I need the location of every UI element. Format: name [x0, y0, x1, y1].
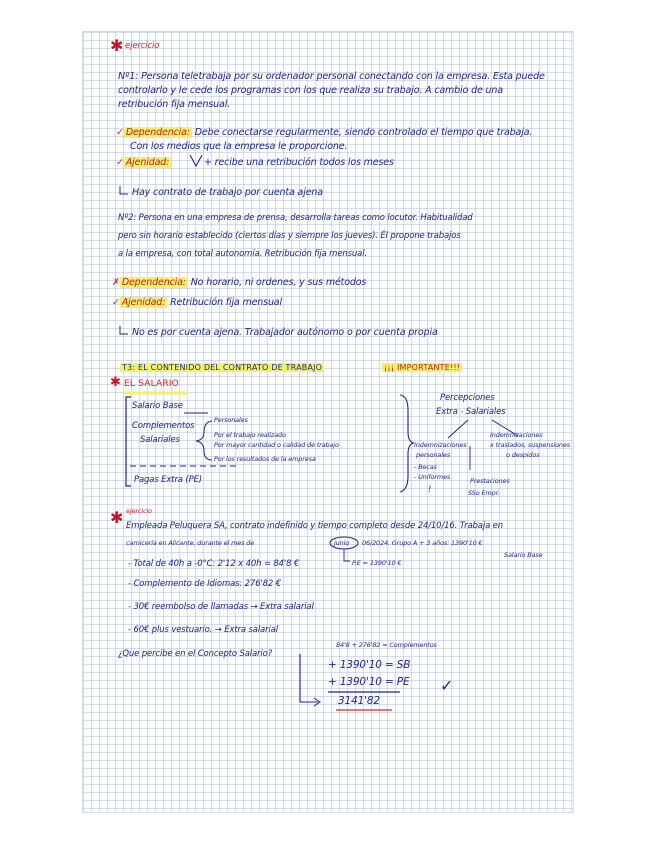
exclamation: ! [428, 485, 432, 495]
indem-personales-line1: Indemnizaciones [414, 441, 467, 449]
percepciones-line2: Extra - Salariales [436, 407, 506, 417]
comp-cantidad: Por mayor cantidad o calidad de trabajo [214, 441, 339, 449]
important-label: ¡¡¡ IMPORTANTE!!! [384, 363, 461, 372]
ex2-dependencia: ✗ Dependencia: No horario, ni ordenes, y sus métodos [112, 277, 367, 288]
salario-base: Salario Base [132, 401, 183, 411]
ex2-line3: a la empresa, con total autonomía. Retribución fija mensual. [118, 249, 367, 259]
indem-personales-line2: personales [416, 451, 450, 459]
ex3-junio: junio [334, 539, 350, 547]
checkmark-icon: ✓ [440, 676, 454, 695]
ex3-question: ¿Que percibe en el Concepto Salario? [118, 649, 273, 659]
calc-complementos: 84'8 + 276'82 = Complementos [336, 641, 437, 649]
ex2-line2: pero sin horario establecido (ciertos días y siempre los jueves). Él propone trabajos [118, 231, 461, 241]
ex3-item3: - 30€ reembolso de llamadas → Extra salarial [128, 602, 314, 612]
calc-total: 3141'82 [338, 695, 380, 707]
indemnizaciones-line2: x traslados, suspensiones [490, 441, 570, 449]
indemnizaciones-line1: Indemnizaciones [490, 431, 543, 439]
comp-trabajo: Por el trabajo realizado [214, 431, 286, 439]
ejercicio-label-2: ejercicio [126, 507, 152, 515]
ex3-pe-note: P.E = 1390'10 € [352, 559, 402, 567]
ex1-line2: controlarlo y le cede los programas con los que realiza su trabajo. A cambio de una [118, 85, 503, 96]
prestaciones-line1: Prestaciones [470, 477, 510, 485]
ex1-line3: retribución fija mensual. [118, 99, 231, 110]
prestaciones-line2: SSo Empr. [468, 489, 500, 497]
uniformes: - Uniformes [414, 473, 451, 481]
ex1-ajenidad-text: + recibe una retribución todos los meses [204, 157, 394, 168]
ex3-item4: - 60€ plus vestuario. → Extra salarial [128, 625, 278, 635]
percepciones-line1: Percepciones [440, 393, 495, 403]
t3-title: T3: EL CONTENIDO DEL CONTRATO DE TRABAJO [122, 363, 323, 372]
indemnizaciones-line3: o despidos [506, 451, 540, 459]
ex2-line1: Nº2: Persona en una empresa de prensa, desarrolla tareas como locutor. Habitualidad [118, 213, 473, 223]
comp-personales: Personales [214, 416, 248, 424]
star-icon: ✱ [110, 36, 124, 55]
salario-heading: EL SALARIO [124, 379, 179, 389]
ex1-ajenidad-label: ✓ Ajenidad: [116, 157, 170, 168]
ex3-item2: - Complemento de Idiomas: 276'82 € [128, 579, 281, 589]
complementos-line1: Complementos [132, 421, 195, 431]
ex2-conclusion: No es por cuenta ajena. Trabajador autónomo o por cuenta propia [132, 327, 438, 338]
comp-resultados: Por los resultados de la empresa [214, 455, 316, 463]
ex1-line1: Nº1: Persona teletrabaja por su ordenador personal conectando con la empresa. Esta puede [118, 71, 545, 82]
star-icon: ✱ [110, 508, 124, 527]
ejercicio-label: ejercicio [125, 41, 160, 51]
star-icon: ✱ [110, 375, 121, 390]
ex3-salario-base-note: Salario Base [504, 551, 543, 559]
ex3-item1: - Total de 40h a -0°C: 2'12 x 40h = 84'8 € [128, 559, 300, 569]
ex3-line1: Empleada Peluquera SA, contrato indefinido y tiempo completo desde 24/10/16. Trabaja en [126, 521, 504, 531]
ex1-dep-line2: Con los medios que la empresa le proporcione. [130, 141, 348, 152]
ex2-ajenidad: ✓ Ajenidad: Retribución fija mensual [112, 297, 282, 308]
ex3-line2: carnicería en Alicante, durante el mes de [126, 539, 255, 547]
calc-pe: + 1390'10 = PE [328, 676, 410, 688]
ex1-dependencia: ✓ Dependencia: Debe conectarse regularmente, siendo controlado el tiempo que trabaja. [116, 127, 533, 138]
becas: - Becas [414, 463, 437, 471]
pagas-extra: Pagas Extra (PE) [134, 475, 202, 485]
ex1-conclusion: Hay contrato de trabajo por cuenta ajena [132, 187, 323, 198]
complementos-line2: Salariales [140, 435, 180, 445]
calc-sb: + 1390'10 = SB [328, 659, 411, 671]
ex3-line2-end: 06/2024. Grupo A + 3 años: 1390'10 € [362, 539, 483, 547]
